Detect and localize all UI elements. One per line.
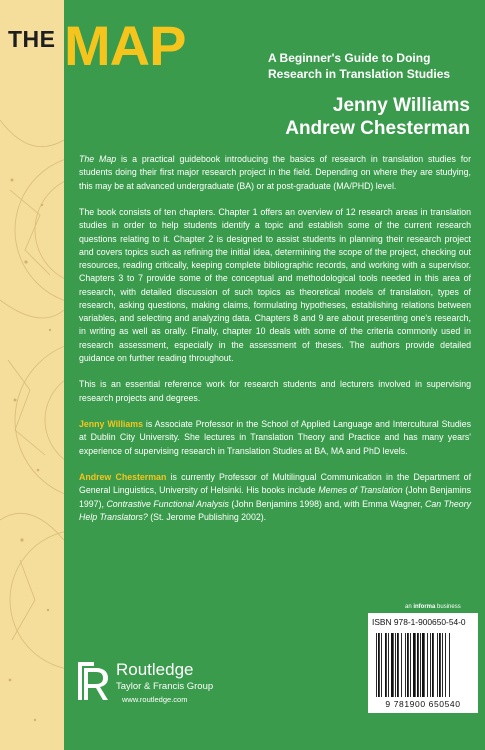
pub-3: (St. Jerome Publishing 2002). [147,511,267,522]
barcode-bar [413,633,416,697]
book-memes: Memes of Translation [318,485,403,496]
barcode-bar [430,633,431,697]
barcode-bar [437,633,438,697]
pub-2: (John Benjamins 1998) and, with Emma Wagner, [228,498,425,509]
book-title-inline: The Map [79,154,117,164]
bio-williams-text: is Associate Professor in the School of Applied Language and Intercultural Studies at Dublin City University. She lectures in Translation Theory and Practice and has many years' experience of supervising research in Translation Studies at BA, MA and PhD levels. [79,419,471,456]
informa-brand: informa [413,604,436,610]
book-subtitle [268,50,450,82]
informa-prefix: an [405,604,414,610]
barcode-bar [385,633,387,697]
author-1: Jenny Williams [332,95,470,116]
barcode-bar [427,633,428,697]
star-chart-decoration [0,0,64,750]
barcode-bar [381,633,382,697]
barcode-bar [439,633,441,697]
barcode-bar [405,633,406,697]
barcode-bar [417,633,419,697]
isbn: ISBN 978-1-900650-54-0 [372,617,466,627]
series-title-the: THE [8,26,56,52]
author-names [285,94,470,140]
blurb-chapters: The book consists of ten chapters. Chapter 1 offers an overview of 12 research areas in translation studies in order to help students identify a topic and establish some of the current research questions relating to it. Chapter 2 is designed to assist students in planning their research project and covers topics such as refining the initial idea, determining the scope of the project, checking out resources, reading critically, keeping complete bibliographic records, and working with a supervisor. Chapters 3 to 7 provide some of the conceptual and methodological tools needed in this area of research, with detailed discussion of such topics as theoretical models of translation, types of research, asking questions, making claims, formulating hypotheses, establishing relations between variables, and selecting and analyzing data. Chapters 8 and 9 are about presenting one's research, in writing as well as orally. Finally, chapter 10 deals with some of the criteria commonly used in research assessment, especially in the assessment of theses. The authors provide detailed guidance on further reading throughout. [79,207,471,363]
publisher-group: Taylor & Francis Group [116,681,214,692]
celestial-map-strip [0,0,64,750]
series-title-map: MAP [64,14,186,77]
barcode-bar [391,633,394,697]
blurb [79,153,471,537]
barcode-bar [376,633,377,697]
barcode-panel [368,613,478,713]
bio-chesterman [79,471,471,524]
subtitle-line-2: Research in Translation Studies [268,67,451,81]
publisher-url[interactable]: www.routledge.com [122,695,188,704]
bio-chesterman-name: Andrew Chesterman [79,472,167,482]
informa-business-label [405,604,461,610]
barcode-bar [378,633,380,697]
publisher-name: Routledge [116,660,194,679]
barcode-bar [422,633,425,697]
blurb-intro [79,153,471,193]
routledge-logo-icon [72,660,112,704]
barcode-bar [449,633,450,697]
barcode-bar [395,633,396,697]
informa-suffix: business [435,604,461,610]
barcode [374,633,472,697]
pub-1: (John Benjamins 1997), [79,485,471,509]
book-can-theory: Can Theory Help Translators? [79,498,472,522]
blurb-intro-text: is a practical guidebook introducing the basics of research in translation studies for students doing their first major research project in the field. Depending on where they are studying, this may be at advanced undergraduate (BA) or at post-graduate (MA/PHD) level. [79,154,471,191]
book-contrastive: Contrastive Functional Analysis [106,498,229,509]
barcode-number: 9 781900 650540 [385,699,461,709]
subtitle-line-1: A Beginner's Guide to Doing [268,51,431,65]
barcode-bar [445,633,446,697]
barcode-bar [432,633,434,697]
blurb-audience: This is an essential reference work for research students and lecturers involved in supervising research projects and degrees. [79,379,471,403]
barcode-bar [397,633,399,697]
bio-chesterman-text: is currently Professor of Multilingual Communication in the Department of General Linguistics, University of Helsinki. His books include [79,472,472,496]
bio-williams [79,418,471,458]
barcode-bar [420,633,421,697]
barcode-bar [442,633,443,697]
bio-williams-name: Jenny Williams [79,419,143,429]
author-2: Andrew Chesterman [285,118,470,139]
barcode-bar [388,633,389,697]
barcode-bar [401,633,402,697]
barcode-bar [407,633,409,697]
barcode-bar [410,633,411,697]
